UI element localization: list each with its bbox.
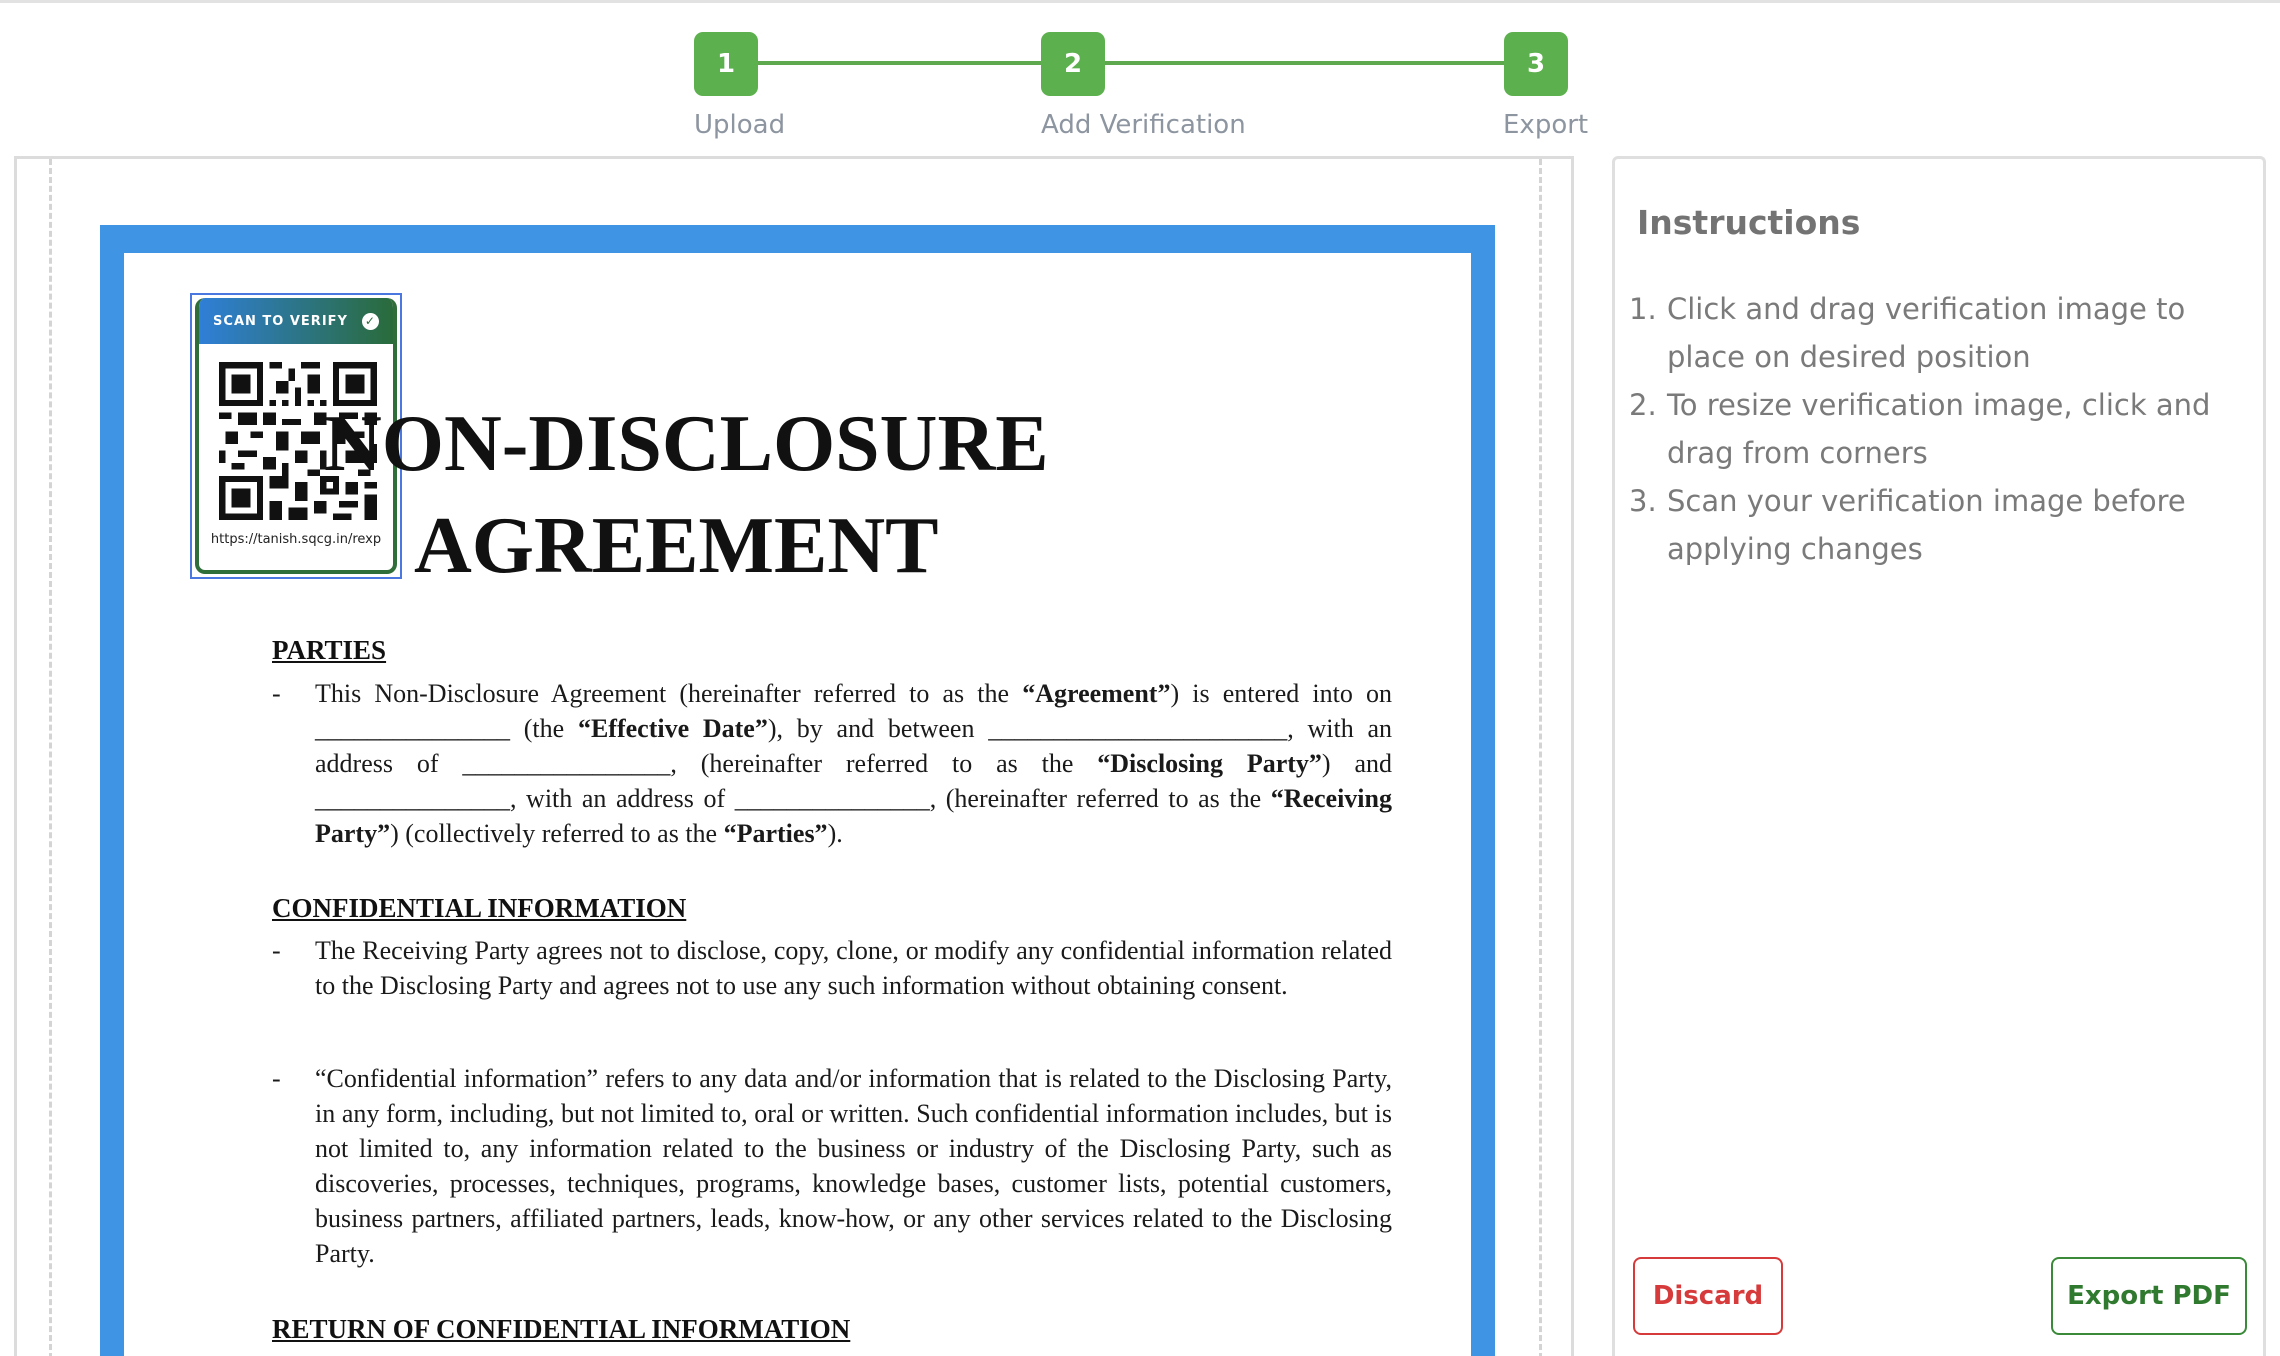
step-2-label: Add Verification <box>1041 110 1246 140</box>
step-3-badge[interactable]: 3 <box>1504 32 1568 96</box>
document-title <box>324 393 1049 597</box>
page-margin-guide-right <box>1539 159 1542 1356</box>
text-run: ) and _______________, with an address of _______________, (hereinafter referred to as the <box>315 749 1392 813</box>
instructions-panel <box>1612 156 2266 1356</box>
term-disclosing-party: “Disclosing Party” <box>1097 749 1322 778</box>
text-run: ). <box>827 819 843 848</box>
instructions-title: Instructions <box>1637 203 1861 242</box>
instruction-number: 3. <box>1629 484 1657 518</box>
term-receiving-party: “Receiving Party” <box>315 784 1392 848</box>
term-parties: “Parties” <box>723 819 828 848</box>
instruction-item <box>1629 477 2229 573</box>
bullet-dash: - <box>272 936 281 965</box>
top-divider <box>0 0 2280 3</box>
step-connector-1-2 <box>758 61 1042 65</box>
paragraph-parties-text <box>315 676 1392 851</box>
document-title-line-1: NON-DISCLOSURE <box>324 400 1049 488</box>
step-1-label: Upload <box>694 110 786 140</box>
text-run: ) (collectively referred to as the <box>390 819 724 848</box>
instruction-text: Click and drag verification image to place on desired position <box>1667 292 2186 374</box>
document-title-line-2: AGREEMENT <box>414 502 939 590</box>
instructions-list <box>1629 285 2229 573</box>
text-run: ) is entered into on _______________ (the <box>315 679 1392 743</box>
step-2-badge[interactable]: 2 <box>1041 32 1105 96</box>
discard-button[interactable]: Discard <box>1633 1257 1783 1335</box>
paragraph-confidential-1 <box>272 933 1392 1003</box>
export-pdf-button[interactable]: Export PDF <box>2051 1257 2247 1335</box>
paragraph-confidential-1-text: The Receiving Party agrees not to disclose, copy, clone, or modify any confidential information related to the Disclosing Party and agrees not to use any such information without obtaining consent. <box>315 936 1392 1000</box>
instruction-text: To resize verification image, click and drag from corners <box>1667 388 2211 470</box>
instruction-text: Scan your verification image before applying changes <box>1667 484 2186 566</box>
text-run: This Non-Disclosure Agreement (hereinafter referred to as the <box>315 679 1023 708</box>
document-page <box>124 253 1471 1356</box>
instruction-number: 1. <box>1629 292 1657 326</box>
section-heading-confidential-information: CONFIDENTIAL INFORMATION <box>272 893 687 923</box>
paragraph-parties <box>272 676 1392 851</box>
instruction-item <box>1629 381 2229 477</box>
bullet-dash: - <box>272 1064 281 1093</box>
bullet-dash: - <box>272 679 281 708</box>
paragraph-confidential-2-text: “Confidential information” refers to any data and/or information that is related to the Disclosing Party, in any form, including, but not limited to, oral or written. Such confidential information includes, but is not limited to, any information related to the business or industry of the Disclosing Party, such as discoveries, processes, techniques, programs, knowledge bases, customer lists, potential customers, business partners, affiliated partners, leads, know-how, or any other services related to the Disclosing Party. <box>315 1064 1392 1268</box>
document-preview-frame <box>100 225 1495 1356</box>
page-margin-guide-left <box>49 159 52 1356</box>
instruction-item <box>1629 285 2229 381</box>
progress-stepper <box>0 16 2280 140</box>
instruction-number: 2. <box>1629 388 1657 422</box>
term-effective-date: “Effective Date” <box>577 714 768 743</box>
step-connector-2-3 <box>1104 61 1508 65</box>
step-1-badge[interactable]: 1 <box>694 32 758 96</box>
term-agreement: “Agreement” <box>1022 679 1171 708</box>
text-run: ), by and between _______________________, with an address of ________________, (hereinafter referred to as the <box>315 714 1393 778</box>
verification-card-header <box>199 298 393 344</box>
verification-url: https://tanish.sqcg.in/rexp <box>210 532 382 547</box>
paragraph-confidential-2 <box>272 1061 1392 1271</box>
section-heading-return-confidential: RETURN OF CONFIDENTIAL INFORMATION <box>272 1314 851 1344</box>
scan-to-verify-label: SCAN TO VERIFY <box>213 313 348 329</box>
section-heading-parties: PARTIES <box>272 635 387 665</box>
step-3-label: Export <box>1503 110 1589 140</box>
document-editor-canvas[interactable] <box>14 156 1574 1356</box>
verified-check-icon: ✓ <box>362 313 379 330</box>
